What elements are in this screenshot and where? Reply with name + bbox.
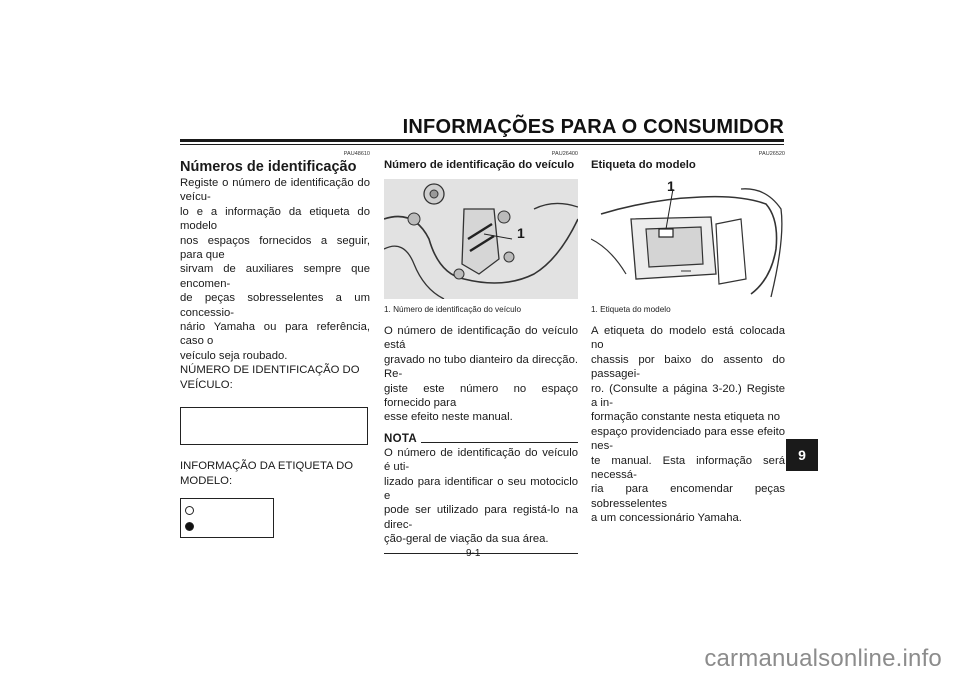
text-line: ria para encomendar peças sobresselentes bbox=[591, 483, 785, 510]
steering-head-figure bbox=[384, 179, 578, 299]
column-identification-numbers bbox=[180, 151, 370, 538]
body-paragraph bbox=[384, 324, 578, 425]
page-number: 9-1 bbox=[466, 548, 481, 559]
note-paragraph bbox=[384, 446, 578, 547]
chapter-tab: 9 bbox=[786, 439, 818, 471]
seat-area-illustration bbox=[591, 179, 785, 299]
section-heading: Números de identificação bbox=[180, 159, 357, 175]
model-label-entry-box bbox=[180, 498, 274, 538]
vin-label: NÚMERO DE IDENTIFICAÇÃO DO VEÍCULO: bbox=[180, 364, 360, 391]
text-line: ro. (Consulte a página 3-20.) Registe a in- bbox=[591, 382, 785, 410]
text-line: esse efeito neste manual. bbox=[384, 411, 513, 424]
note-heading: NOTA bbox=[384, 432, 417, 445]
text-line: A etiqueta do modelo está colocada no bbox=[591, 325, 785, 352]
text-line: ção-geral de viação da sua área. bbox=[384, 533, 549, 546]
figure-callout: 1 bbox=[667, 179, 675, 194]
section-code: PAU48610 bbox=[343, 151, 370, 157]
header-rule-thin bbox=[180, 144, 784, 145]
text-line: lizado para identificar o seu motociclo e bbox=[384, 475, 578, 503]
text-line: O número de identificação do veículo é uti- bbox=[384, 446, 578, 474]
vin-entry-box bbox=[180, 407, 368, 445]
body-paragraph bbox=[591, 324, 785, 526]
text-line: sirvam de auxiliares sempre que encomen- bbox=[180, 263, 370, 290]
intro-paragraph bbox=[180, 176, 370, 363]
note-end-rule bbox=[384, 553, 578, 554]
text-line: espaço providenciado para esse efeito nes- bbox=[591, 425, 785, 453]
text-line: de peças sobresselentes a um concessio- bbox=[180, 292, 370, 319]
figure-callout: 1 bbox=[517, 225, 525, 241]
filled-circle-icon bbox=[185, 522, 194, 531]
text-line: pode ser utilizado para registá-lo na direc- bbox=[384, 504, 578, 531]
figure-caption: 1. Etiqueta do modelo bbox=[591, 305, 671, 314]
model-label: INFORMAÇÃO DA ETIQUETA DO MODELO: bbox=[180, 460, 354, 487]
model-label-figure bbox=[591, 179, 785, 299]
text-line: gravado no tubo dianteiro da direcção. Re- bbox=[384, 353, 578, 381]
text-line: chassis por baixo do assento do passagei- bbox=[591, 353, 785, 381]
figure-caption: 1. Número de identificação do veículo bbox=[384, 305, 521, 314]
steering-head-illustration bbox=[384, 179, 578, 299]
page-header-title: INFORMAÇÕES PARA O CONSUMIDOR bbox=[402, 116, 784, 138]
text-line: veículo seja roubado. bbox=[180, 349, 288, 362]
text-line: formação constante nesta etiqueta no bbox=[591, 411, 781, 424]
text-line: a um concessionário Yamaha. bbox=[591, 512, 742, 525]
watermark: carmanualsonline.info bbox=[704, 645, 942, 672]
text-line: O número de identificação do veículo está bbox=[384, 325, 578, 352]
text-line: te manual. Esta informação será necessá- bbox=[591, 454, 785, 482]
column-model-label bbox=[591, 151, 785, 526]
section-heading: Etiqueta do modelo bbox=[591, 159, 696, 171]
section-heading: Número de identificação do veículo bbox=[384, 159, 575, 171]
note-rule bbox=[421, 442, 578, 443]
text-line: giste este número no espaço fornecido para bbox=[384, 382, 578, 410]
text-line: Registe o número de identificação do veícu- bbox=[180, 177, 370, 204]
text-line: lo e a informação da etiqueta do modelo bbox=[180, 205, 370, 233]
open-circle-icon bbox=[185, 506, 194, 515]
text-line: nário Yamaha ou para referência, caso o bbox=[180, 321, 370, 348]
section-code: PAU26520 bbox=[758, 151, 785, 157]
section-code: PAU26400 bbox=[551, 151, 578, 157]
note-header bbox=[384, 433, 578, 446]
header-rule bbox=[180, 139, 784, 142]
text-line: nos espaços fornecidos a seguir, para que bbox=[180, 234, 370, 262]
column-vehicle-id-number bbox=[384, 151, 578, 554]
